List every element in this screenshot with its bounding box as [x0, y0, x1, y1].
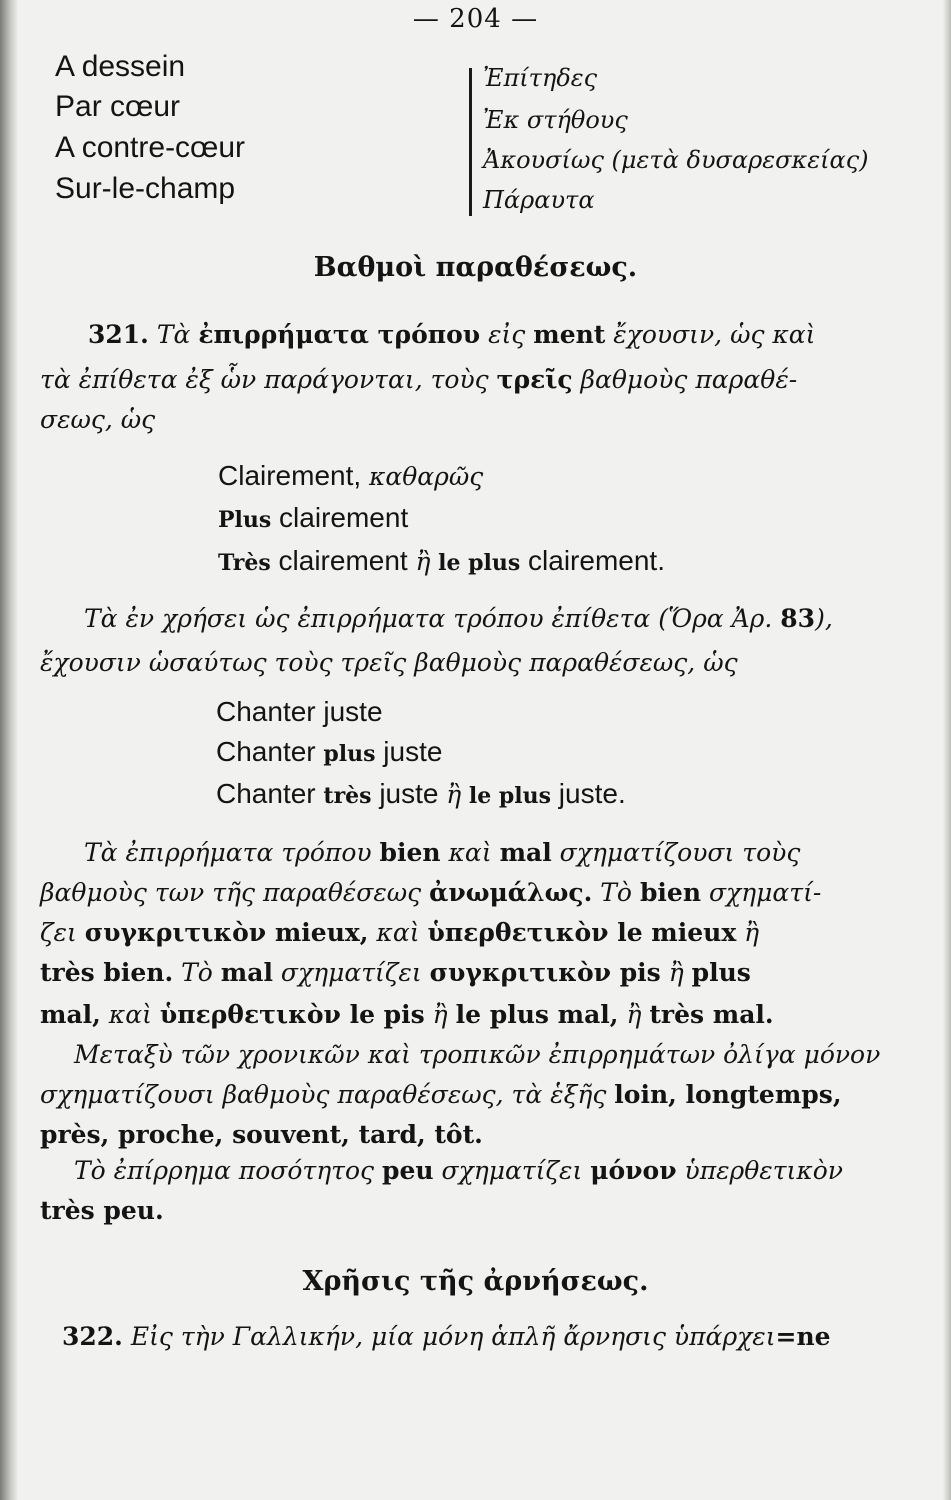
term: ὑπερθετικὸν le mieux — [427, 918, 737, 947]
text: Τὸ — [592, 878, 640, 907]
term: peu — [382, 1156, 434, 1185]
text: ἢ — [424, 1000, 456, 1029]
term: le plus — [430, 550, 521, 576]
term: plus — [691, 958, 751, 987]
paragraph-line — [62, 1322, 831, 1351]
term: ἀνωμάλως. — [429, 878, 593, 907]
term: plus — [323, 741, 376, 767]
example-line — [218, 502, 408, 534]
term: συγκριτικὸν pis — [429, 958, 661, 987]
term: ment — [533, 320, 606, 349]
paragraph-line — [40, 365, 797, 394]
term: συγκριτικὸν mieux, — [84, 918, 369, 947]
term: μόνον — [590, 1156, 677, 1185]
expression-fr: A dessein — [55, 50, 186, 83]
term: 83 — [780, 604, 816, 633]
paragraph-line: très peu. — [40, 1196, 164, 1225]
text: καθαρῶς — [368, 462, 484, 491]
text: ἢ — [415, 547, 431, 576]
paragraph-line: près, proche, souvent, tard, tôt. — [40, 1120, 483, 1149]
text: juste — [371, 778, 447, 809]
term: bien — [639, 878, 701, 907]
paragraph-line — [88, 320, 815, 349]
paragraph-line — [74, 1156, 843, 1185]
text: ζει — [40, 918, 85, 947]
text: Εἰς τὴν Γαλλικήν, μία μόνη ἁπλῆ ἄρνησις ὑπάρχει — [122, 1322, 776, 1351]
term: mal — [220, 958, 273, 987]
expression-gr: Ἀκουσίως (μετὰ δυσαρεσκείας) — [483, 146, 869, 174]
text: ὑπερθετικὸν — [676, 1156, 843, 1185]
paragraph-line — [84, 604, 833, 633]
text: clairement — [270, 545, 416, 576]
term: bien — [379, 838, 441, 867]
text: ἔχουσιν, ὡς καὶ — [605, 320, 816, 349]
expression-gr: Πάραυτα — [483, 186, 595, 214]
text: βαθμοὺς παραθέ- — [572, 365, 798, 394]
term: mal, — [40, 1000, 101, 1029]
divider — [469, 68, 472, 216]
paragraph-line — [40, 1080, 842, 1109]
paragraph-line — [40, 958, 751, 987]
term: très — [323, 783, 372, 809]
example-line — [218, 460, 483, 492]
paragraph-line — [40, 1000, 774, 1029]
text: Clairement, — [218, 460, 369, 491]
expression-fr: A contre-cœur — [55, 131, 246, 164]
text: καὶ — [368, 918, 428, 947]
term: ἐπιρρήματα τρόπου — [198, 320, 481, 349]
term: le plus — [461, 783, 552, 809]
term: Très — [218, 550, 271, 576]
text: σχηματίζουσι τοὺς — [551, 838, 801, 867]
paragraph-line — [40, 878, 821, 907]
term: mal — [499, 838, 552, 867]
expression-gr: Ἐπίτηδες — [483, 64, 598, 92]
term: le plus mal, — [455, 1000, 619, 1029]
example-line — [216, 736, 442, 768]
paragraph-line: Μεταξὺ τῶν χρονικῶν καὶ τροπικῶν ἐπιρρημάτων ὀλίγα μόνον — [74, 1040, 881, 1069]
text: Τὰ ἐπιρρήματα τρόπου — [84, 838, 380, 867]
text: σχηματί- — [701, 878, 822, 907]
text: Τὸ — [173, 958, 221, 987]
text: Τὰ — [156, 320, 199, 349]
term: très mal. — [649, 1000, 774, 1029]
term: ὑπερθετικὸν le pis — [159, 1000, 425, 1029]
section-heading: Χρῆσις τῆς ἀρνήσεως. — [302, 1266, 649, 1297]
paragraph-number: 321. — [88, 320, 149, 349]
text: τὰ ἐπίθετα ἐξ ὧν παράγονται, τοὺς — [40, 365, 497, 394]
text: βαθμοὺς των τῆς παραθέσεως — [40, 878, 430, 907]
text: ἢ — [618, 1000, 650, 1029]
text: σχηματίζει — [433, 1156, 591, 1185]
paragraph-line — [40, 918, 759, 947]
example-line — [216, 778, 626, 810]
text: ), — [815, 604, 833, 633]
text: Chanter — [216, 736, 324, 767]
term: très bien. — [40, 958, 174, 987]
text: Τὰ ἐν χρήσει ὡς ἐπιρρήματα τρόπου ἐπίθετα (Ὅρα Ἀρ. — [84, 604, 781, 633]
expression-gr: Ἐκ στήθους — [483, 106, 628, 134]
text: καὶ — [440, 838, 500, 867]
expression-fr: Par cœur — [55, 90, 181, 123]
text: clairement — [271, 502, 409, 533]
text: σχηματίζουσι βαθμοὺς παραθέσεως, τὰ ἑξῆς — [40, 1080, 615, 1109]
text: juste. — [551, 778, 626, 809]
text: ἢ — [736, 918, 760, 947]
paragraph-line: σεως, ὡς — [40, 405, 156, 434]
text: καὶ — [100, 1000, 160, 1029]
text: ἢ — [660, 958, 692, 987]
text: Chanter — [216, 778, 324, 809]
text: = — [775, 1322, 797, 1351]
paragraph-number: 322. — [62, 1322, 123, 1351]
text: Τὸ ἐπίρρημα ποσότητος — [74, 1156, 383, 1185]
text: clairement. — [520, 545, 665, 576]
text: juste — [375, 736, 443, 767]
text: σχηματίζει — [272, 958, 430, 987]
page-number: — 204 — — [412, 4, 539, 34]
term: Plus — [218, 507, 272, 533]
text: εἰς — [480, 320, 534, 349]
example-line — [218, 545, 665, 577]
term: ne — [796, 1322, 831, 1351]
paragraph-line — [84, 838, 800, 867]
paragraph-line: ἔχουσιν ὡσαύτως τοὺς τρεῖς βαθμοὺς παραθέσεως, ὡς — [40, 648, 738, 677]
term: τρεῖς — [496, 365, 573, 394]
term: loin, longtemps, — [614, 1080, 842, 1109]
text: ἢ — [446, 780, 462, 809]
section-heading: Βαθμοὶ παραθέσεως. — [313, 252, 638, 283]
example-line: Chanter juste — [216, 696, 383, 727]
expression-fr: Sur-le-champ — [55, 172, 236, 205]
